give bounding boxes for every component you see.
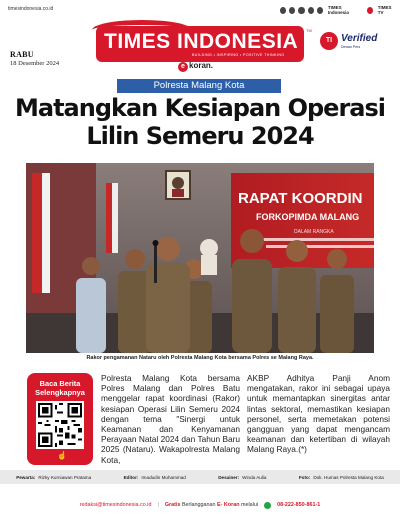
logo-trademark: TM xyxy=(306,28,312,33)
facebook-icon[interactable] xyxy=(280,7,286,14)
article-photo xyxy=(26,163,374,353)
footer-email-link[interactable]: redaksi@timesindonesia.co.id xyxy=(79,502,152,508)
verified-word: Verified xyxy=(341,33,378,44)
qr-code-icon[interactable] xyxy=(36,401,84,449)
footer-promo: Gratis Berlangganan E- Koran melalui xyxy=(164,502,259,508)
top-bar xyxy=(0,0,400,22)
ekoran-label xyxy=(178,61,213,72)
ekoran-e-icon: e xyxy=(178,62,188,72)
photo-illustration xyxy=(26,163,374,353)
credit-desainer: Desainer: Winda Aulia xyxy=(218,474,267,480)
credit-foto: Foto: Dok. Humas Polresta Malang Kota xyxy=(298,474,384,480)
x-icon[interactable] xyxy=(298,7,304,14)
social-label-times-tv: TIMES TV xyxy=(377,5,392,15)
site-url[interactable]: timesindonesia.co.id xyxy=(8,6,54,12)
edition-day: RABU xyxy=(10,50,34,59)
photo-banner-text-1: RAPAT KOORDIN xyxy=(238,190,363,207)
photo-banner-text-3: DALAM RANGKA xyxy=(294,229,334,235)
footer-phone-link[interactable]: 08-222-850-861-1 xyxy=(277,502,321,508)
credit-editor: Editor: Imadudin Muhammad xyxy=(123,474,186,480)
credits-bar xyxy=(0,470,400,484)
social-label-times-indonesia: TIMES Indonesia xyxy=(327,5,349,15)
credit-pewarta: Pewarta: Rizky Kurniawan Pratama xyxy=(16,474,92,480)
youtube-icon[interactable] xyxy=(317,7,323,14)
edition-date: 18 Desember 2024 xyxy=(10,60,60,67)
photo-caption: Rakor pengamanan Nataru oleh Polresta Malang Kota bersama Polres se Malang Raya. xyxy=(86,355,314,361)
times-indonesia-logo[interactable] xyxy=(96,22,312,66)
whatsapp-icon xyxy=(264,502,271,509)
tiktok-icon[interactable] xyxy=(308,7,314,14)
ekoran-text: koran. xyxy=(189,61,214,70)
headline-line-1: Matangkan Kesiapan Operasi xyxy=(15,94,385,122)
tv-icon[interactable] xyxy=(367,7,373,14)
footer-separator: | xyxy=(157,502,159,508)
qr-card-title xyxy=(27,379,93,397)
headline-line-2: Lilin Semeru 2024 xyxy=(86,122,314,150)
logo-tagline: BUILDING • INSPIRING • POSITIVE THINKING xyxy=(192,53,285,57)
logo-word-times: TIMES xyxy=(104,30,171,53)
article-body-column-1: Polresta Malang Kota bersama Polres Malang dan Polres Batu menggelar rapat koordinasi (Rakor) kesiapan Operasi Lilin Semeru 2024 dengan tema "Sinergi untuk Keamanan dan Kenyamanan Perayaan Natal 2024 dan Tahun Baru 2025 (Nataru). Wakapolresta Malang Kota, xyxy=(101,373,240,465)
verified-sub: Dewan Pers xyxy=(341,45,361,49)
qr-title-line-2: Selengkapnya xyxy=(35,388,85,397)
verified-dewan-pers-badge xyxy=(320,32,390,52)
read-more-qr-card[interactable] xyxy=(27,373,93,465)
social-links xyxy=(280,5,400,15)
pointing-hand-icon: ☝ xyxy=(57,451,67,460)
article-body-column-2: AKBP Adhitya Panji Anom mengatakan, rakor ini sebagai upaya untuk memantapkan sinergitas antar lintas sektoral, memastikan kesiapan personel, serta memetakan potensi gangguan yang dapat mengancam keamanan dan ketertiban di wilayah Malang Raya.(*) xyxy=(247,373,390,455)
logo-wordmark xyxy=(104,30,298,54)
instagram-icon[interactable] xyxy=(289,7,295,14)
photo-banner-text-2: FORKOPIMDA MALANG xyxy=(256,212,360,222)
ti-badge-icon: TI xyxy=(320,32,338,50)
logo-word-indonesia: INDONESIA xyxy=(177,30,299,53)
article-headline xyxy=(10,94,390,150)
footer xyxy=(0,492,400,518)
article-kicker: Polresta Malang Kota xyxy=(117,79,281,93)
qr-title-line-1: Baca Berita xyxy=(39,379,81,388)
